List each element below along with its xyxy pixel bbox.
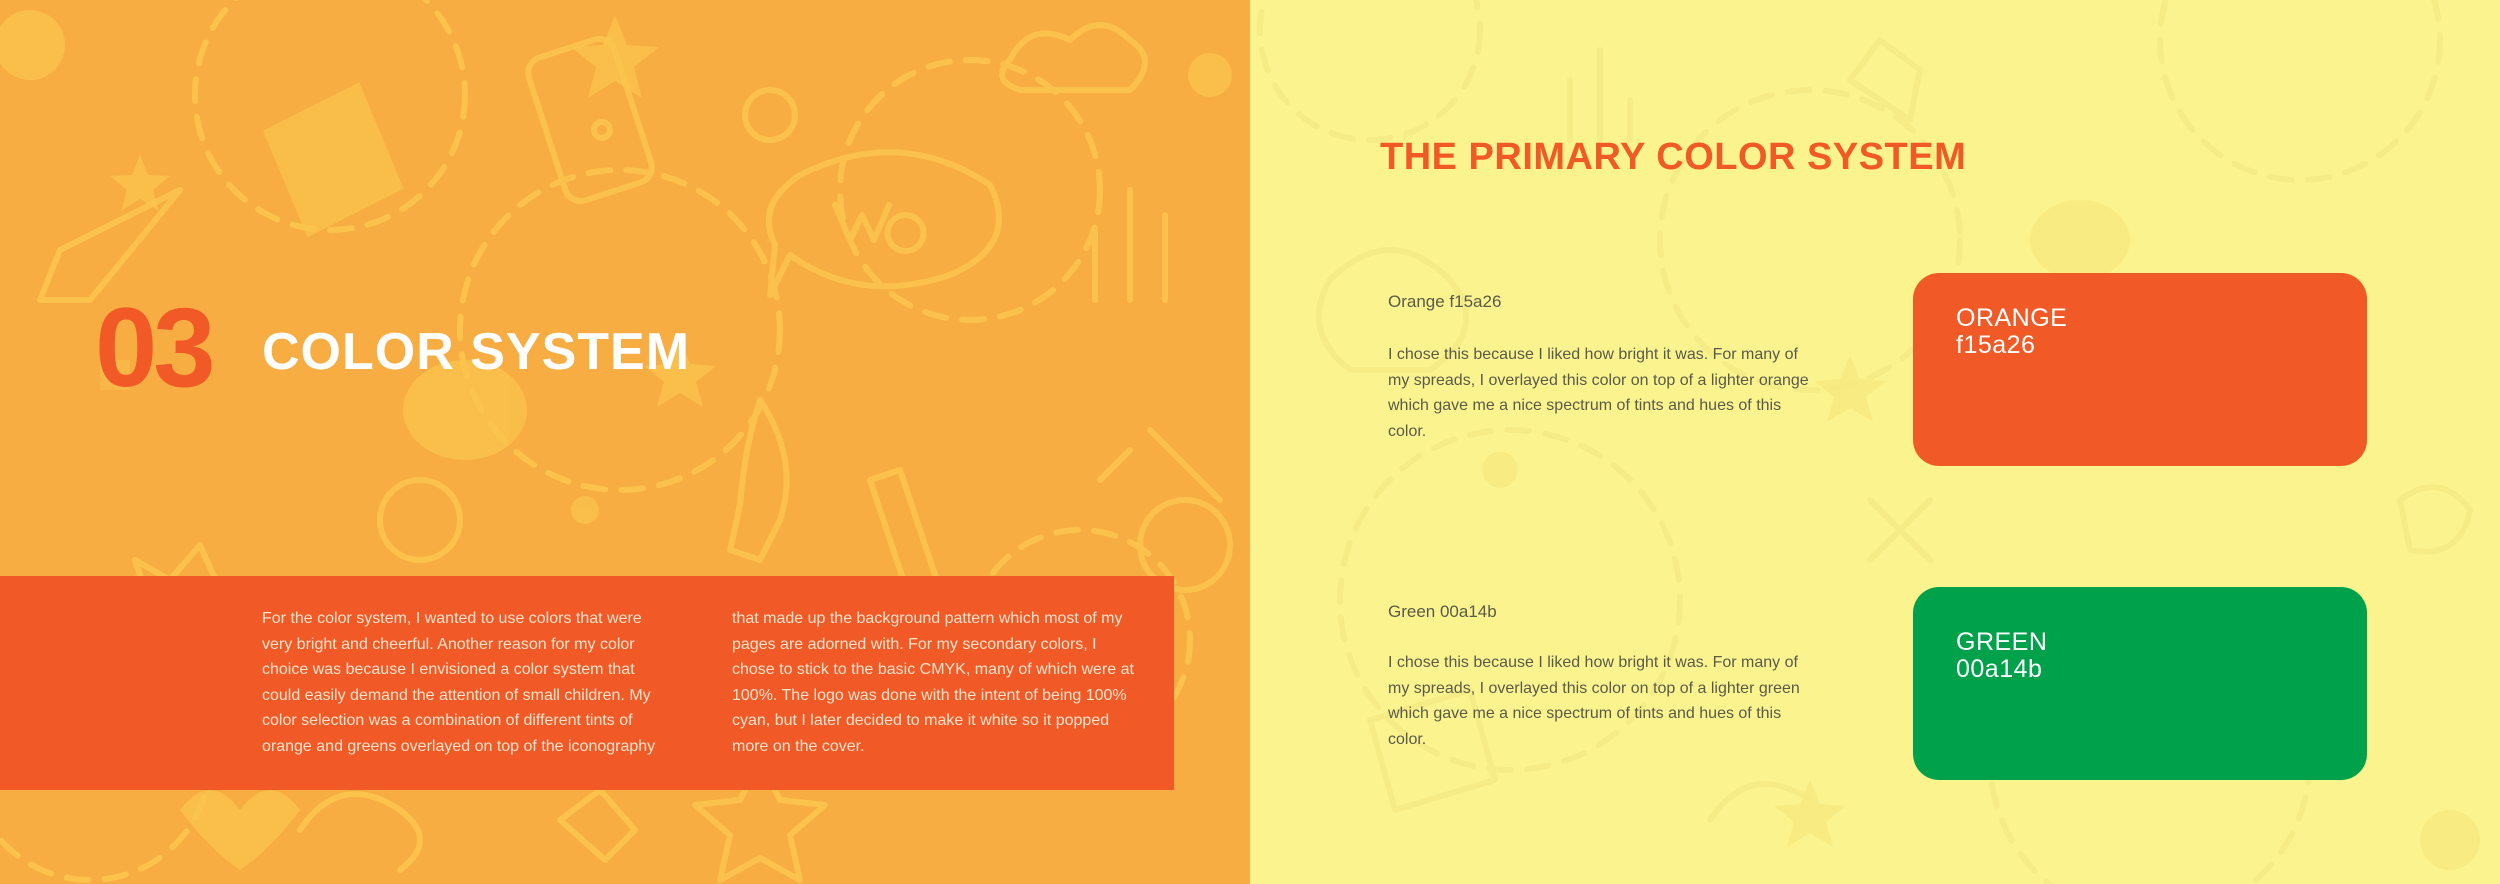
green-entry-name: Green 00a14b [1388, 602, 1497, 621]
orange-entry-description: I chose this because I liked how bright it was. For many of my spreads, I overlayed this color on top of a lighter orange which gave me a nice spectrum of tints and hues of this color. [1388, 346, 1809, 440]
green-swatch [1913, 587, 2367, 780]
intro-text-column-1: For the color system, I wanted to use colors that were very bright and cheerful. Another reason for my color choice was because I envisioned a color system that could easily demand the attention of small children. My color selection was a combination of different tints of orange and greens overlayed on top of the iconography [262, 610, 656, 755]
orange-swatch [1913, 273, 2367, 466]
green-swatch-label [1956, 629, 2047, 683]
section-title: COLOR SYSTEM [262, 323, 691, 381]
primary-color-system-title: THE PRIMARY COLOR SYSTEM [1380, 136, 1967, 178]
section-number: 03 [95, 285, 212, 410]
intro-text-band [0, 576, 1174, 790]
green-entry-description: I chose this because I liked how bright it was. For many of my spreads, I overlayed this color on top of a lighter green which gave me a nice spectrum of tints and hues of this color. [1388, 654, 1800, 748]
orange-swatch-name: ORANGE [1956, 304, 2068, 332]
orange-swatch-label [1956, 305, 2067, 359]
orange-entry-name: Orange f15a26 [1388, 292, 1502, 311]
green-swatch-code: 00a14b [1956, 655, 2043, 683]
right-page [1250, 0, 2500, 884]
orange-swatch-code: f15a26 [1956, 331, 2036, 359]
intro-text-column-2: that made up the background pattern which most of my pages are adorned with. For my secondary colors, I chose to stick to the basic CMYK, many of which were at 100%. The logo was done with the intent of being 100% cyan, but I later decided to make it white so it popped more on the cover. [732, 610, 1134, 755]
green-swatch-name: GREEN [1956, 628, 2048, 656]
